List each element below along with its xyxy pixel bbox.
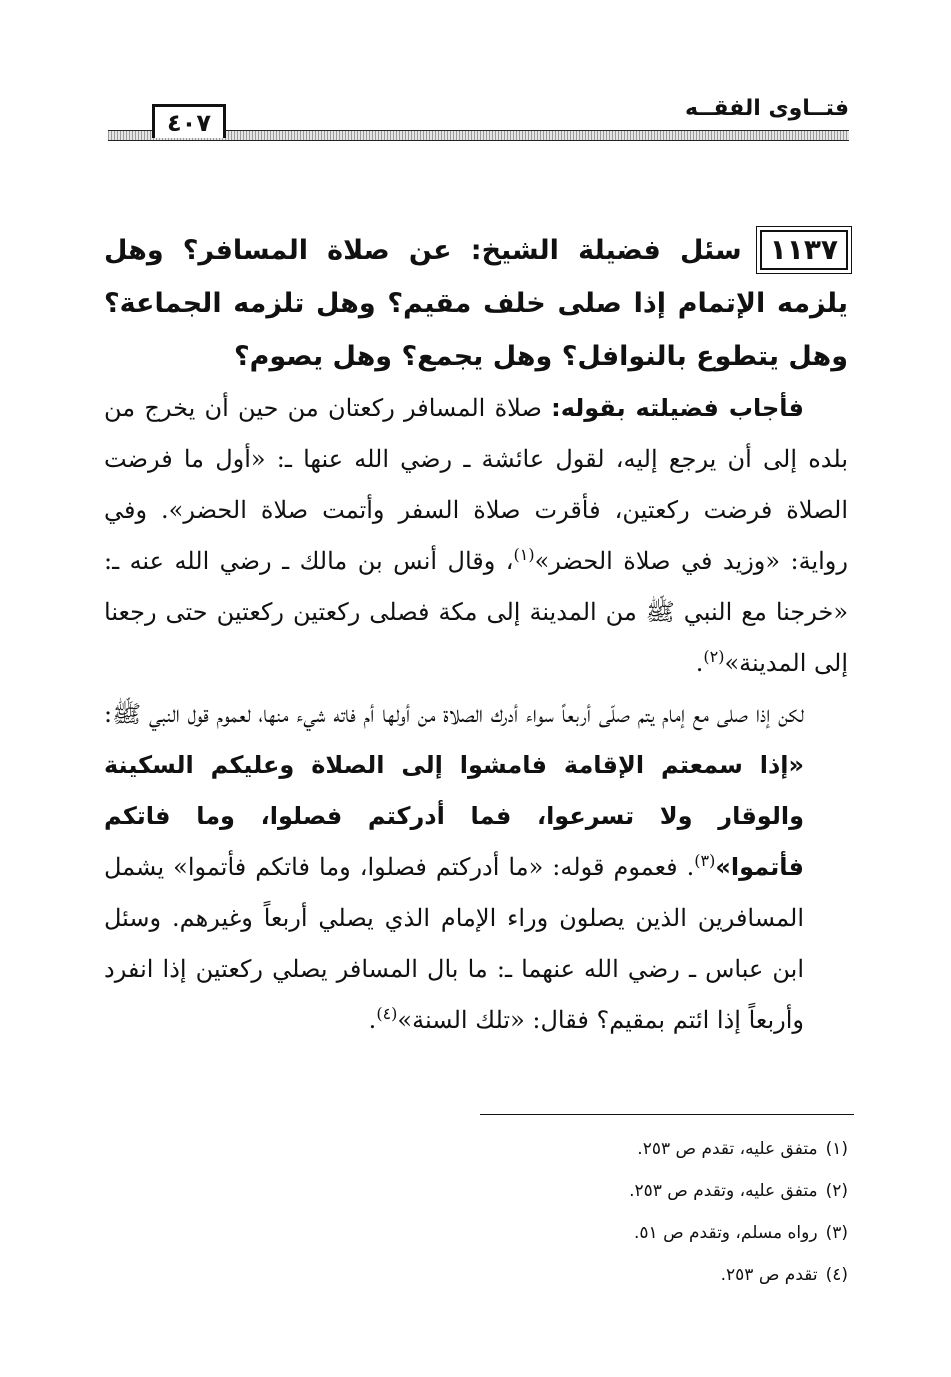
footnote-item: [348, 1170, 848, 1212]
footnote-text: رواه مسلم، وتقدم ص ٥١.: [634, 1223, 818, 1243]
footnotes-list: [348, 1128, 848, 1296]
footnote-item: [348, 1212, 848, 1254]
footnote-number: (٤): [825, 1265, 848, 1285]
footnote-text: متفق عليه، وتقدم ص ٢٥٣.: [629, 1181, 818, 1201]
footnote-ref-3[interactable]: (٣): [694, 851, 716, 870]
question-text: سئل فضيلة الشيخ: عن صلاة المسافر؟ وهل يلزمه الإتمام إذا صلى خلف مقيم؟ وهل تلزمه الجماعة؟ وهل يتطوع بالنوافل؟ وهل يجمع؟ وهل يصوم؟: [104, 235, 848, 372]
answer-text-1c: .: [695, 649, 704, 677]
page-number: ٤٠٧: [152, 104, 226, 138]
footnote-item: [348, 1254, 848, 1296]
question-paragraph: [104, 224, 848, 383]
fatwa-number: ١١٣٧: [760, 230, 848, 270]
answer-paragraph-1: [104, 383, 848, 689]
footnote-number: (٢): [825, 1181, 848, 1201]
answer-text-2a: لكن إذا صلى مع إمام يتم صلّى أربعاً سواء أدرك الصلاة من أولها أم فاته شيء منها، لعموم قول النبي ﷺ:: [104, 700, 804, 728]
answer-text-2b: . فعموم قوله: «ما أدركتم فصلوا، وما فاتكم فأتموا» يشمل المسافرين الذين يصلون وراء الإمام الذي يصلي أربعاً وغيرهم. وسئل ابن عباس ـ رضي الله عنهما ـ: ما بال المسافر يصلي ركعتين إذا انفرد وأربعاً إذا ائتم بمقيم؟ فقال: «تلك السنة»: [104, 853, 804, 1034]
hadith-quote: «إذا سمعتم الإقامة فامشوا إلى الصلاة وعليكم السكينة والوقار ولا تسرعوا، فما أدركتم فصلوا، وما فاتكم فأتموا»: [104, 751, 804, 881]
footnote-text: تقدم ص ٢٥٣.: [720, 1265, 818, 1285]
answer-text-2c: .: [368, 1006, 377, 1034]
footnote-number: (٣): [825, 1223, 848, 1243]
answer-text-1b: ، وقال أنس بن مالك ـ رضي الله عنه ـ: «خرجنا مع النبي ﷺ من المدينة إلى مكة فصلى ركعتين ركعتين حتى رجعنا إلى المدينة»: [104, 547, 848, 677]
footnote-item: [348, 1128, 848, 1170]
answer-lead: فأجاب فضيلته بقوله:: [551, 394, 804, 422]
footnote-ref-1[interactable]: (١): [513, 545, 535, 564]
answer-text-1a: صلاة المسافر ركعتان من حين أن يخرج من بلده إلى أن يرجع إليه، لقول عائشة ـ رضي الله عنها ـ: «أول ما فرضت الصلاة فرضت ركعتين، فأقرت صلاة السفر وأتمت صلاة الحضر». وفي رواية: «وزيد في صلاة الحضر»: [104, 394, 848, 575]
fatwa-content: [104, 224, 848, 1046]
footnote-number: (١): [825, 1139, 848, 1159]
footnote-separator: [480, 1114, 854, 1115]
footnote-ref-2[interactable]: (٢): [703, 647, 725, 666]
answer-paragraph-2: [104, 689, 848, 1046]
page-header: [108, 82, 849, 144]
book-title: فتــاوى الفقــه: [684, 96, 849, 121]
footnote-ref-4[interactable]: (٤): [376, 1004, 398, 1023]
footnote-text: متفق عليه، تقدم ص ٢٥٣.: [637, 1139, 818, 1159]
